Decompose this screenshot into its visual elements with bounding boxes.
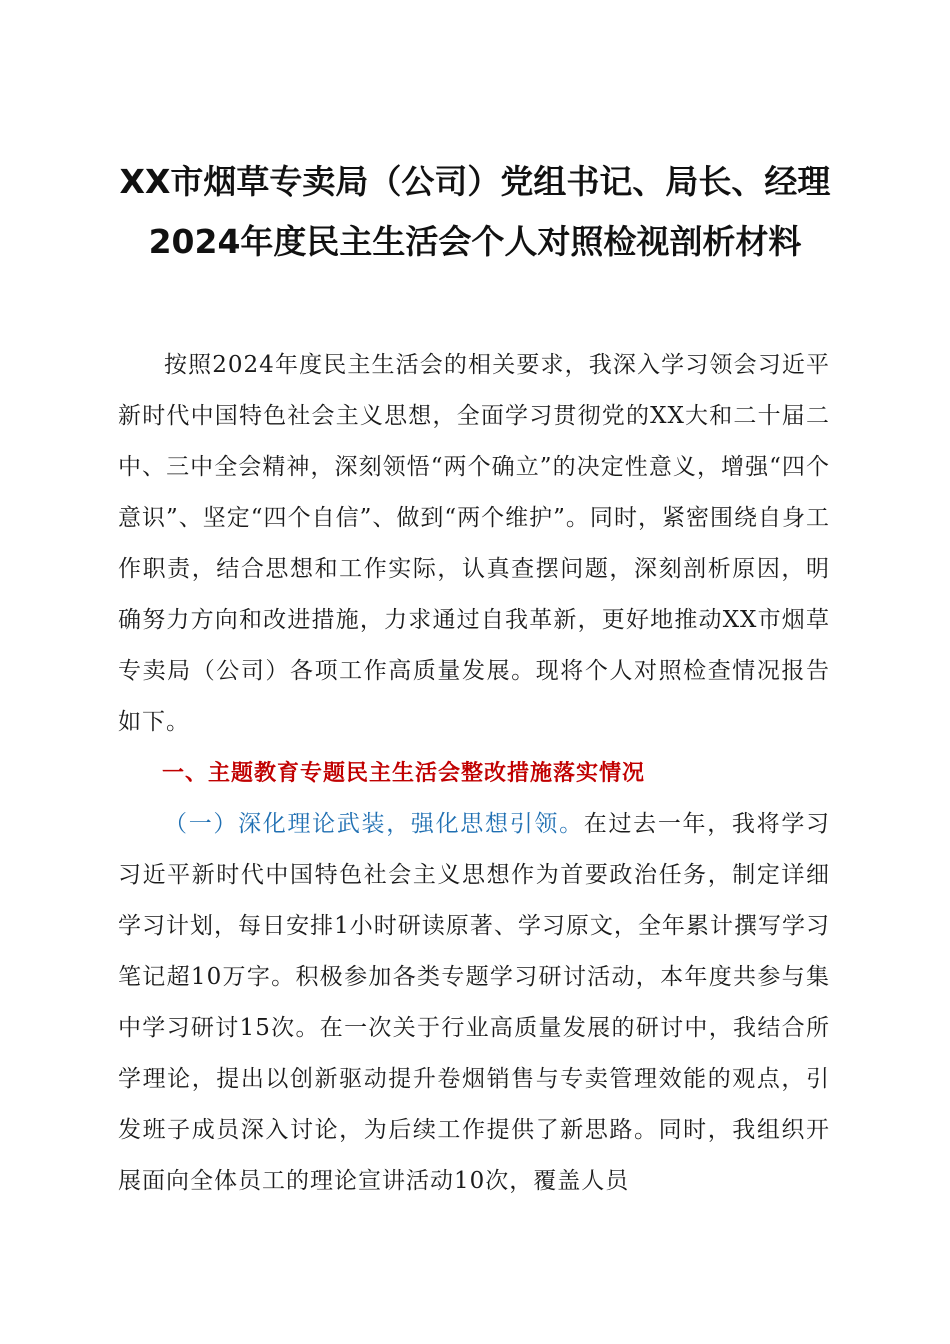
section-heading: 一、主题教育专题民主生活会整改措施落实情况	[162, 761, 646, 786]
document-title: XX市烟草专卖局（公司）党组书记、局长、经理2024年度民主生活会个人对照检视剖析材料	[119, 162, 831, 261]
subsection-text: 在过去一年，我将学习习近平新时代中国特色社会主义思想作为首要政治任务，制定详细学习计划，每日安排1小时研读原著、学习原文，全年累计撰写学习笔记超10万字。积极参加各类专题学习研讨活动，本年度共参与集中学习研讨15次。在一次关于行业高质量发展的研讨中，我结合所学理论，提出以创新驱动提升卷烟销售与专卖管理效能的观点，引发班子成员深入讨论，为后续工作提供了新思路。同时，我组织开展面向全体员工的理论宣讲活动10次，覆盖人员	[118, 811, 831, 1194]
intro-paragraph: 按照2024年度民主生活会的相关要求，我深入学习领会习近平新时代中国特色社会主义思想，全面学习贯彻党的XX大和二十届二中、三中全会精神，深刻领悟“两个确立”的决定性意义，增强“四个意识”、坚定“四个自信”、做到“两个维护”。同时，紧密围绕自身工作职责，结合思想和工作实际，认真查摆问题，深刻剖析原因，明确努力方向和改进措施，力求通过自我革新，更好地推动XX市烟草专卖局（公司）各项工作高质量发展。现将个人对照检查情况报告如下。	[118, 352, 830, 735]
subsection-heading: （一）深化理论武装，强化思想引领。	[164, 811, 584, 837]
document-body	[118, 340, 830, 1207]
subsection-paragraph	[118, 799, 830, 1207]
